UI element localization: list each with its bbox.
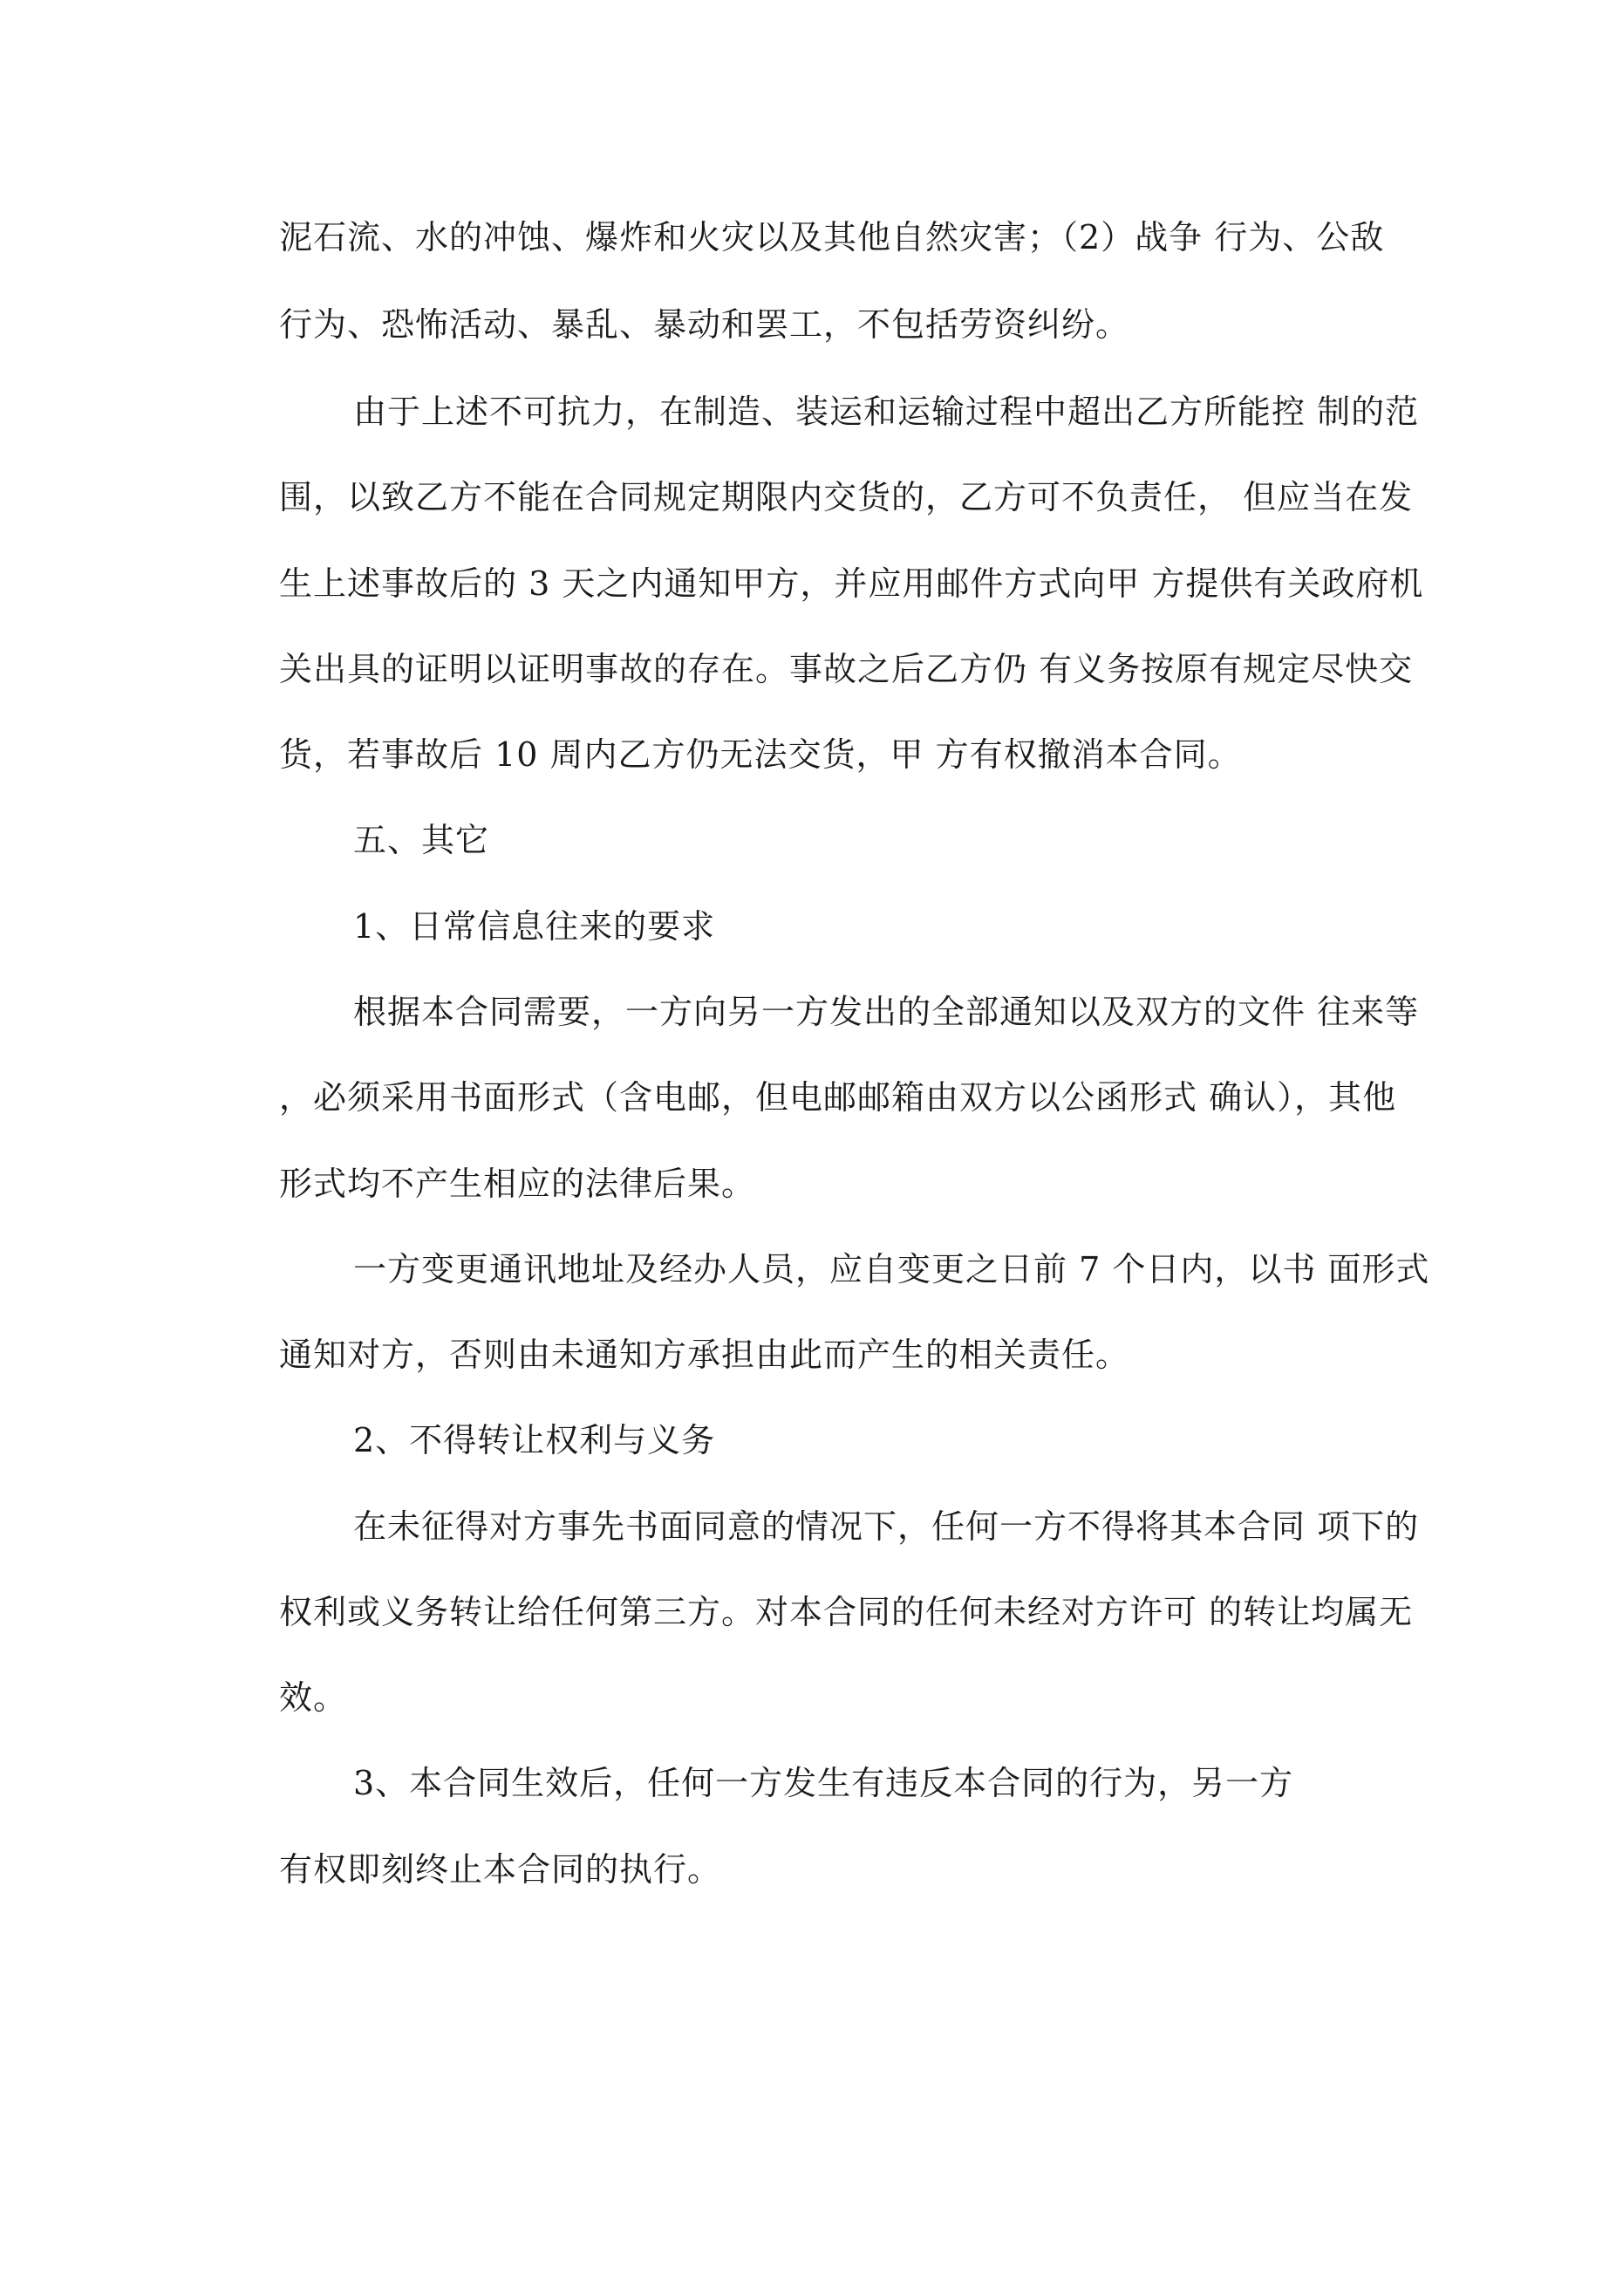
body-line-15: 效。: [279, 1678, 348, 1717]
section-heading-others: 五、其它: [353, 821, 490, 859]
body-line-13: 在未征得对方事先书面同意的情况下，任何一方不得将其本合同 项下的: [353, 1507, 1420, 1546]
body-line-16: 有权即刻终止本合同的执行。: [279, 1850, 722, 1889]
body-line-5: 生上述事故后的 3 天之内通知甲方，并应用邮件方式向甲 方提供有关政府机: [279, 564, 1424, 603]
body-line-9: ，必须采用书面形式（含电邮，但电邮邮箱由双方以公函形式 确认），其他: [279, 1078, 1397, 1117]
subsection-heading-2: 2、不得转让权利与义务: [353, 1421, 716, 1459]
body-line-12: 通知对方，否则由未通知方承担由此而产生的相关责任。: [279, 1336, 1130, 1374]
body-line-14: 权利或义务转让给任何第三方。对本合同的任何未经对方许可 的转让均属无: [279, 1593, 1414, 1631]
body-line-11: 一方变更通讯地址及经办人员，应自变更之日前 7 个日内，以书 面形式: [353, 1250, 1430, 1288]
body-line-4: 围，以致乙方不能在合同规定期限内交货的，乙方可不负责任， 但应当在发: [279, 478, 1414, 516]
body-line-1: 泥石流、水的冲蚀、爆炸和火灾以及其他自然灾害；（2）战争 行为、公敌: [279, 218, 1385, 256]
subsection-heading-3: 3、本合同生效后，任何一方发生有违反本合同的行为，另一方: [353, 1764, 1294, 1802]
subsection-heading-1: 1、日常信息往来的要求: [353, 907, 716, 946]
body-line-8: 根据本合同需要，一方向另一方发出的全部通知以及双方的文件 往来等: [353, 993, 1420, 1031]
body-line-10: 形式均不产生相应的法律后果。: [279, 1165, 756, 1203]
body-line-7: 货，若事故后 10 周内乙方仍无法交货，甲 方有权撤消本合同。: [279, 735, 1242, 774]
body-line-2: 行为、恐怖活动、暴乱、暴动和罢工，不包括劳资纠纷。: [279, 305, 1130, 344]
body-line-3: 由于上述不可抗力，在制造、装运和运输过程中超出乙方所能控 制的范: [353, 393, 1420, 431]
body-line-6: 关出具的证明以证明事故的存在。事故之后乙方仍 有义务按原有规定尽快交: [279, 650, 1414, 688]
